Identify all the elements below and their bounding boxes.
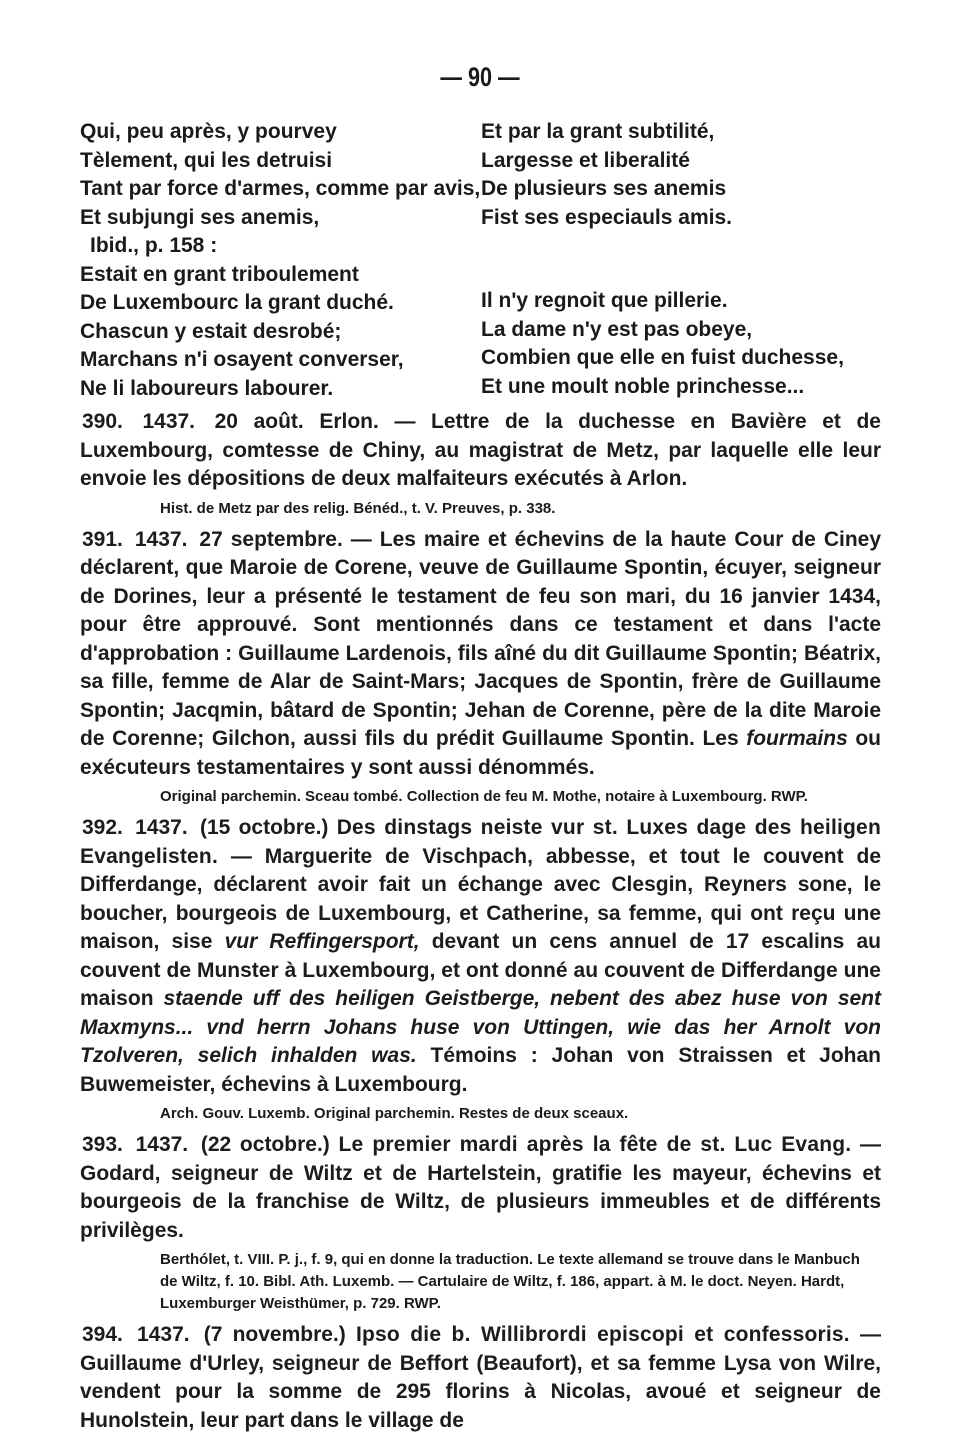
verse-line: Largesse et liberalité [481, 148, 690, 172]
verse-right-column [481, 118, 844, 401]
verse-line: Et subjungi ses anemis, [80, 205, 320, 229]
source-line: de Wiltz, f. 10. Bibl. Ath. Luxemb. — Cartulaire de Wiltz, f. 186, appart. à M. le doct. Neyen. Hardt, [160, 1273, 845, 1290]
verse-line: Marchans n'i osayent converser, [80, 348, 404, 371]
verse-line: Tèlement, qui les detruisi [80, 148, 333, 172]
verse-left-column [80, 118, 480, 403]
entry-text: devant un cens annuel de 17 escalins au couvent de Munster à Luxembourg, et ont donné au couvent de Differdange une maison [80, 930, 881, 1010]
verse-line: Qui, peu après, y pourvey [80, 120, 337, 143]
entry-year: 1437. [137, 1323, 190, 1346]
verse-line: Ne li laboureurs labourer. [80, 376, 334, 400]
entry-year: 1437. [142, 410, 196, 433]
page-number: — 90 — [440, 62, 520, 92]
entry-italic-term: fourmains [746, 727, 848, 750]
verse-line: Tant par force d'armes, comme par avis, [80, 177, 481, 200]
entry-date: (22 octobre.) [200, 1133, 330, 1156]
entry-text: — Marguerite de Vischpach, abbesse, et tout le couvent de Differdange, déclarent avoir fait un échange avec Clesgin, Reyners sone, le boucher, bourgeois de Luxembourg, et Catherine, sa femme, qui ont reçu une maison, sise [80, 844, 882, 953]
verse-line: De Luxembourc la grant duché. [80, 291, 394, 314]
entry-place: Erlon. [319, 410, 379, 433]
entry-number: 392. [82, 816, 123, 839]
source-line: Hist. de Metz par des relig. Bénéd., t. V. Preuves, p. 338. [160, 499, 556, 517]
verse-stanza-gap [481, 232, 844, 287]
entry-text: — Lettre de la duchesse en Bavière et de Luxembourg, comtesse de Chiny, au magistrat de Metz, par laquelle elle leur envoie les dépositions de deux malfaiteurs exécutés à Arlon. [80, 410, 881, 490]
entry-source [80, 786, 881, 808]
entry-date: (7 novembre.) [203, 1323, 346, 1346]
entry-number: 393. [82, 1133, 123, 1156]
verse-line: La dame n'y est pas obeye, [481, 317, 753, 341]
entry-body [80, 814, 881, 1099]
regest-entry-393 [80, 1131, 881, 1315]
entry-heading: Des dinstags neiste vur st. Luxes dage des heiligen Evangelisten. [80, 816, 881, 868]
verse-citation: Ibid., p. 158 : [90, 234, 218, 257]
source-line: Original parchemin. Sceau tombé. Collection de feu M. Mothe, notaire à Luxembourg. RWP. [160, 788, 808, 805]
entry-number: 390. [82, 410, 123, 433]
entry-italic-quote: staende uff des heiligen Geistberge, nebent des abez huse von sent Maxmyns... vnd herrn Johans huse von Uttingen, wie das her Arnolt von Tzolveren, selich inhalden was. [80, 987, 881, 1067]
verse-line: Il n'y regnoit que pillerie. [481, 289, 728, 312]
entry-year: 1437. [134, 527, 188, 551]
entry-source [80, 1103, 881, 1125]
verse-line: Et par la grant subtilité, [481, 120, 715, 143]
regest-entry-390 [80, 408, 881, 520]
entry-body [80, 526, 881, 783]
source-line: Luxemburger Weisthümer, p. 729. RWP. [160, 1295, 441, 1312]
regest-entries [80, 408, 881, 1441]
regest-entry-391 [80, 526, 881, 809]
entry-date: 20 août. [214, 410, 304, 433]
verse-line: Fist ses especiauls amis. [481, 205, 732, 229]
verse-line: Estait en grant triboulement [80, 262, 359, 286]
entry-heading: Ipso die b. Willibrordi episcopi et confessoris. [355, 1323, 850, 1346]
verse-line: Et une moult noble princhesse... [481, 374, 805, 398]
entry-body [80, 1131, 881, 1245]
entry-number: 391. [82, 527, 123, 551]
entry-source [80, 1249, 881, 1315]
entry-year: 1437. [135, 816, 188, 839]
entry-text: Témoins : Johan von Straissen et Johan Buwemeister, échevins à Luxembourg. [80, 1044, 882, 1096]
entry-text: — Les maire et échevins de la haute Cour de Ciney déclarent, que Maroie de Corene, veuve de Guillaume Spontin, écuyer, seigneur de Dorines, leur a présenté le testament de feu son mari, du 16 janvier 1434, pour être approuvé. Sont mentionnés dans ce testament et dans l'acte d'approbation : Guillaume Lardenois, fils aîné du dit Guillaume Spontin; Béatrix, sa fille, femme de Alar de Saint-Mars; Jacques de Spontin, frère de Guillaume Spontin; Jacqmin, bâtard de Spontin; Jehan de Corenne, père de la dite Maroie de Corenne; Gilchon, aussi fils du prédit Guillaume Spontin. Les [80, 527, 882, 750]
entry-source [80, 498, 881, 520]
source-line: Arch. Gouv. Luxemb. Original parchemin. Restes de deux sceaux. [160, 1105, 629, 1122]
entry-date: (15 octobre.) [199, 816, 329, 839]
entry-italic-term: vur Reffingersport, [224, 930, 420, 953]
entry-heading: Le premier mardi après la fête de st. Luc Evang. [338, 1133, 852, 1156]
entry-body [80, 408, 881, 494]
source-line: Berthólet, t. VIII. P. j., f. 9, qui en donne la traduction. Le texte allemand se trouve dans le Manbuch [160, 1251, 860, 1268]
verse-line: De plusieurs ses anemis [481, 177, 727, 200]
entry-number: 394. [82, 1323, 123, 1346]
entry-text: — Godard, seigneur de Wiltz et de Hartelstein, gratifie les mayeur, échevins et bourgeois de la franchise de Wiltz, de plusieurs immeubles et de différents privilèges. [80, 1133, 882, 1242]
entry-date: 27 septembre. [199, 527, 343, 551]
entry-text: — Guillaume d'Urley, seigneur de Beffort (Beaufort), et sa femme Lysa von Wilre, vendent pour la somme de 295 florins à Nicolas, avoué et seigneur de Hunolstein, leur part dans le village de [80, 1323, 881, 1432]
regest-entry-394 [80, 1321, 881, 1435]
verse-line: Chascun y estait desrobé; [80, 319, 342, 343]
verse-line: Combien que elle en fuist duchesse, [481, 346, 844, 369]
entry-body [80, 1321, 881, 1435]
regest-entry-392 [80, 814, 881, 1125]
entry-year: 1437. [135, 1133, 189, 1156]
entry-text: ou exécuteurs testamentaires y sont aussi dénommés. [80, 727, 881, 779]
